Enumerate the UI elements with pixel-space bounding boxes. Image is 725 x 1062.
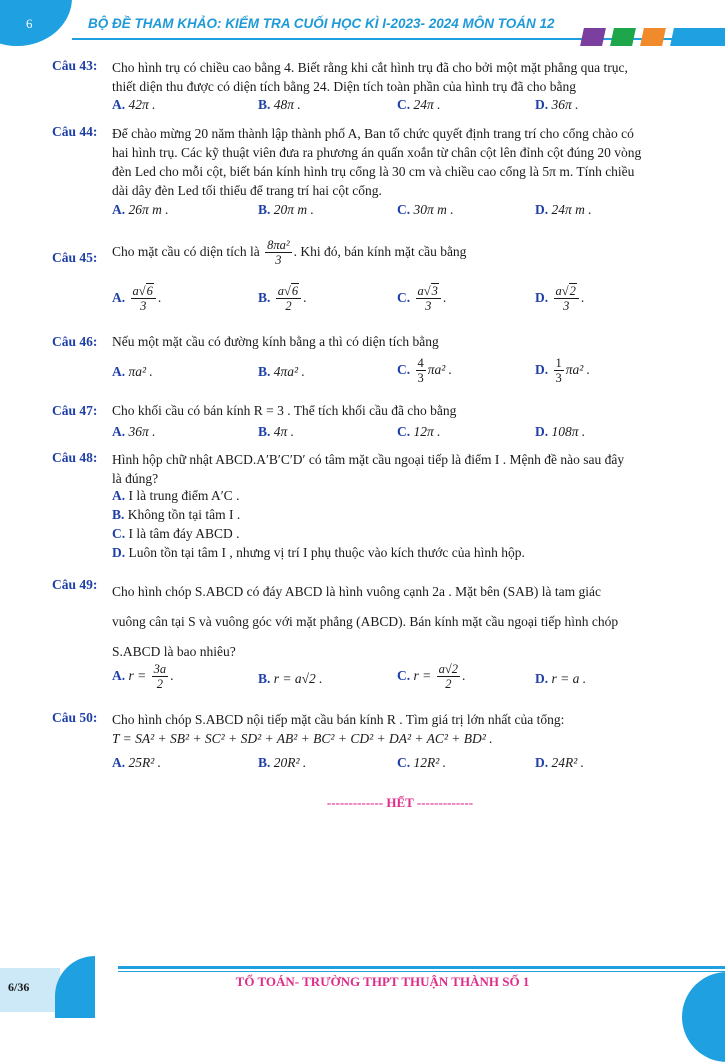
option-c: C. 30π m . — [397, 202, 454, 217]
option-c: C. 24π . — [397, 97, 441, 112]
option-d: D. r = a . — [535, 671, 587, 686]
question-line: hai hình trụ. Các kỹ thuật viên đưa ra phương án quấn xoắn từ chân cột lên đỉnh cột đúng 20 vòng — [112, 145, 642, 160]
option-b: B. 4πa² . — [258, 364, 305, 379]
header-page-number: 6 — [26, 16, 33, 31]
question-label: Câu 48: — [52, 450, 98, 465]
question-text: Cho khối cầu có bán kính R = 3 . Thể tích khối cầu đã cho bằng — [112, 403, 457, 418]
question-line: Hình hộp chữ nhật ABCD.A′B′C′D′ có tâm mặt cầu ngoại tiếp là điểm I . Mệnh đề nào sau đây — [112, 452, 625, 467]
option-d: D. 108π . — [535, 424, 586, 439]
question-text — [112, 124, 690, 200]
header-circle-decoration — [0, 0, 72, 46]
option-b: B. 20R² . — [258, 755, 307, 770]
end-mark: ------------- HẾT ------------- — [326, 795, 474, 810]
footer-rule-thin — [118, 971, 725, 972]
question-label: Câu 43: — [52, 58, 98, 73]
option-b: B. $\frac{a√6}{2}$ . — [258, 284, 307, 314]
question-label: Câu 44: — [52, 124, 98, 139]
question-line: là đúng? — [112, 471, 159, 486]
header-block-purple — [580, 28, 606, 46]
option-b: B. Không tồn tại tâm I . — [112, 507, 241, 522]
question-label: Câu 45: — [52, 250, 98, 265]
question-label: Câu 49: — [52, 577, 98, 592]
option-c: C. 12R² . — [397, 755, 447, 770]
header-block-orange — [640, 28, 666, 46]
question-line: Cho hình chóp S.ABCD nội tiếp mặt cầu bán kính R . Tìm giá trị lớn nhất của tổng: — [112, 712, 565, 727]
header-title: BỘ ĐỀ THAM KHẢO: KIỂM TRA CUỐI HỌC KÌ I-2023- 2024 MÔN TOÁN 12 — [88, 16, 555, 31]
fraction: $\frac{\text{8πa²}}{3}$ — [267, 238, 290, 268]
footer-rule — [118, 966, 725, 969]
option-a: A. r = $\frac{3a}{2}$ . — [112, 662, 174, 692]
question-text: Cho mặt cầu có diện tích là $\frac{\text{8πa²}}{3}$ . Khi đó, bán kính mặt cầu bằng — [112, 238, 467, 268]
option-b: B. 48π . — [258, 97, 301, 112]
question-text — [112, 577, 690, 667]
option-d: D. Luôn tồn tại tâm I , nhưng vị trí I phụ thuộc vào kích thước của hình hộp. — [112, 545, 525, 560]
option-c: C. 12π . — [397, 424, 441, 439]
option-a: A. πa² . — [112, 364, 153, 379]
question-label: Câu 50: — [52, 710, 98, 725]
question-line: S.ABCD là bao nhiêu? — [112, 644, 236, 659]
option-a: A. 36π . — [112, 424, 156, 439]
question-text: Nếu một mặt cầu có đường kính bằng a thì có diện tích bằng — [112, 334, 439, 349]
question-text — [112, 450, 690, 488]
question-line: Cho hình chóp S.ABCD có đáy ABCD là hình vuông cạnh 2a . Mặt bên (SAB) là tam giác — [112, 584, 601, 599]
question-line: dài dây đèn Led tối thiểu để trang trí hai cột cổng. — [112, 183, 382, 198]
option-d: D. $\frac{a√2}{3}$ . — [535, 284, 585, 314]
question-line: Cho hình trụ có chiều cao bằng 4. Biết rằng khi cắt hình trụ đã cho bởi một mặt phẳng qua trục, — [112, 60, 628, 75]
question-text — [112, 58, 690, 96]
option-c: C. I là tâm đáy ABCD . — [112, 526, 240, 541]
option-a: A. I là trung điểm A′C . — [112, 488, 240, 503]
question-label: Câu 47: — [52, 403, 98, 418]
option-c: C. r = $\frac{a√2}{2}$ . — [397, 662, 466, 692]
question-line: đèn Led cho mỗi cột, biết bán kính hình trụ cổng là 30 cm và chiều cao cổng là 5π m. Tính chiều — [112, 164, 635, 179]
header-block-blue — [670, 28, 725, 46]
option-c: C. $\frac{a√3}{3}$ . — [397, 284, 447, 314]
option-a: A. $\frac{a√6}{3}$ . — [112, 284, 162, 314]
question-label: Câu 46: — [52, 334, 98, 349]
option-a: A. 25R² . — [112, 755, 162, 770]
option-b: B. 20π m . — [258, 202, 314, 217]
option-a: A. 42π . — [112, 97, 156, 112]
question-line: thiết diện thu được có diện tích bằng 24. Diện tích toàn phần của hình trụ đã cho bằng — [112, 79, 576, 94]
option-d: D. 36π . — [535, 97, 579, 112]
question-formula: T = SA² + SB² + SC² + SD² + AB² + BC² + CD² + DA² + AC² + BD² . — [112, 731, 493, 746]
question-text — [112, 710, 690, 748]
question-line: vuông cân tại S và vuông góc với mặt phẳng (ABCD). Bán kính mặt cầu ngoại tiếp hình chóp — [112, 614, 619, 629]
question-line: Để chào mừng 20 năm thành lập thành phố A, Ban tổ chức quyết định trang trí cho cổng chào có — [112, 126, 634, 141]
option-c: C. $\frac{4}{3}$ πa² . — [397, 356, 453, 386]
option-b: B. 4π . — [258, 424, 295, 439]
footer-page-number: 6/36 — [8, 980, 30, 994]
option-a: A. 26π m . — [112, 202, 169, 217]
header-block-green — [610, 28, 636, 46]
option-d: D. $\frac{1}{3}$ πa² . — [535, 356, 591, 386]
footer-text: TỔ TOÁN- TRƯỜNG THPT THUẬN THÀNH SỐ 1 — [235, 974, 530, 989]
option-d: D. 24R² . — [535, 755, 585, 770]
option-b: B. r = a√2 . — [258, 671, 323, 686]
option-d: D. 24π m . — [535, 202, 592, 217]
